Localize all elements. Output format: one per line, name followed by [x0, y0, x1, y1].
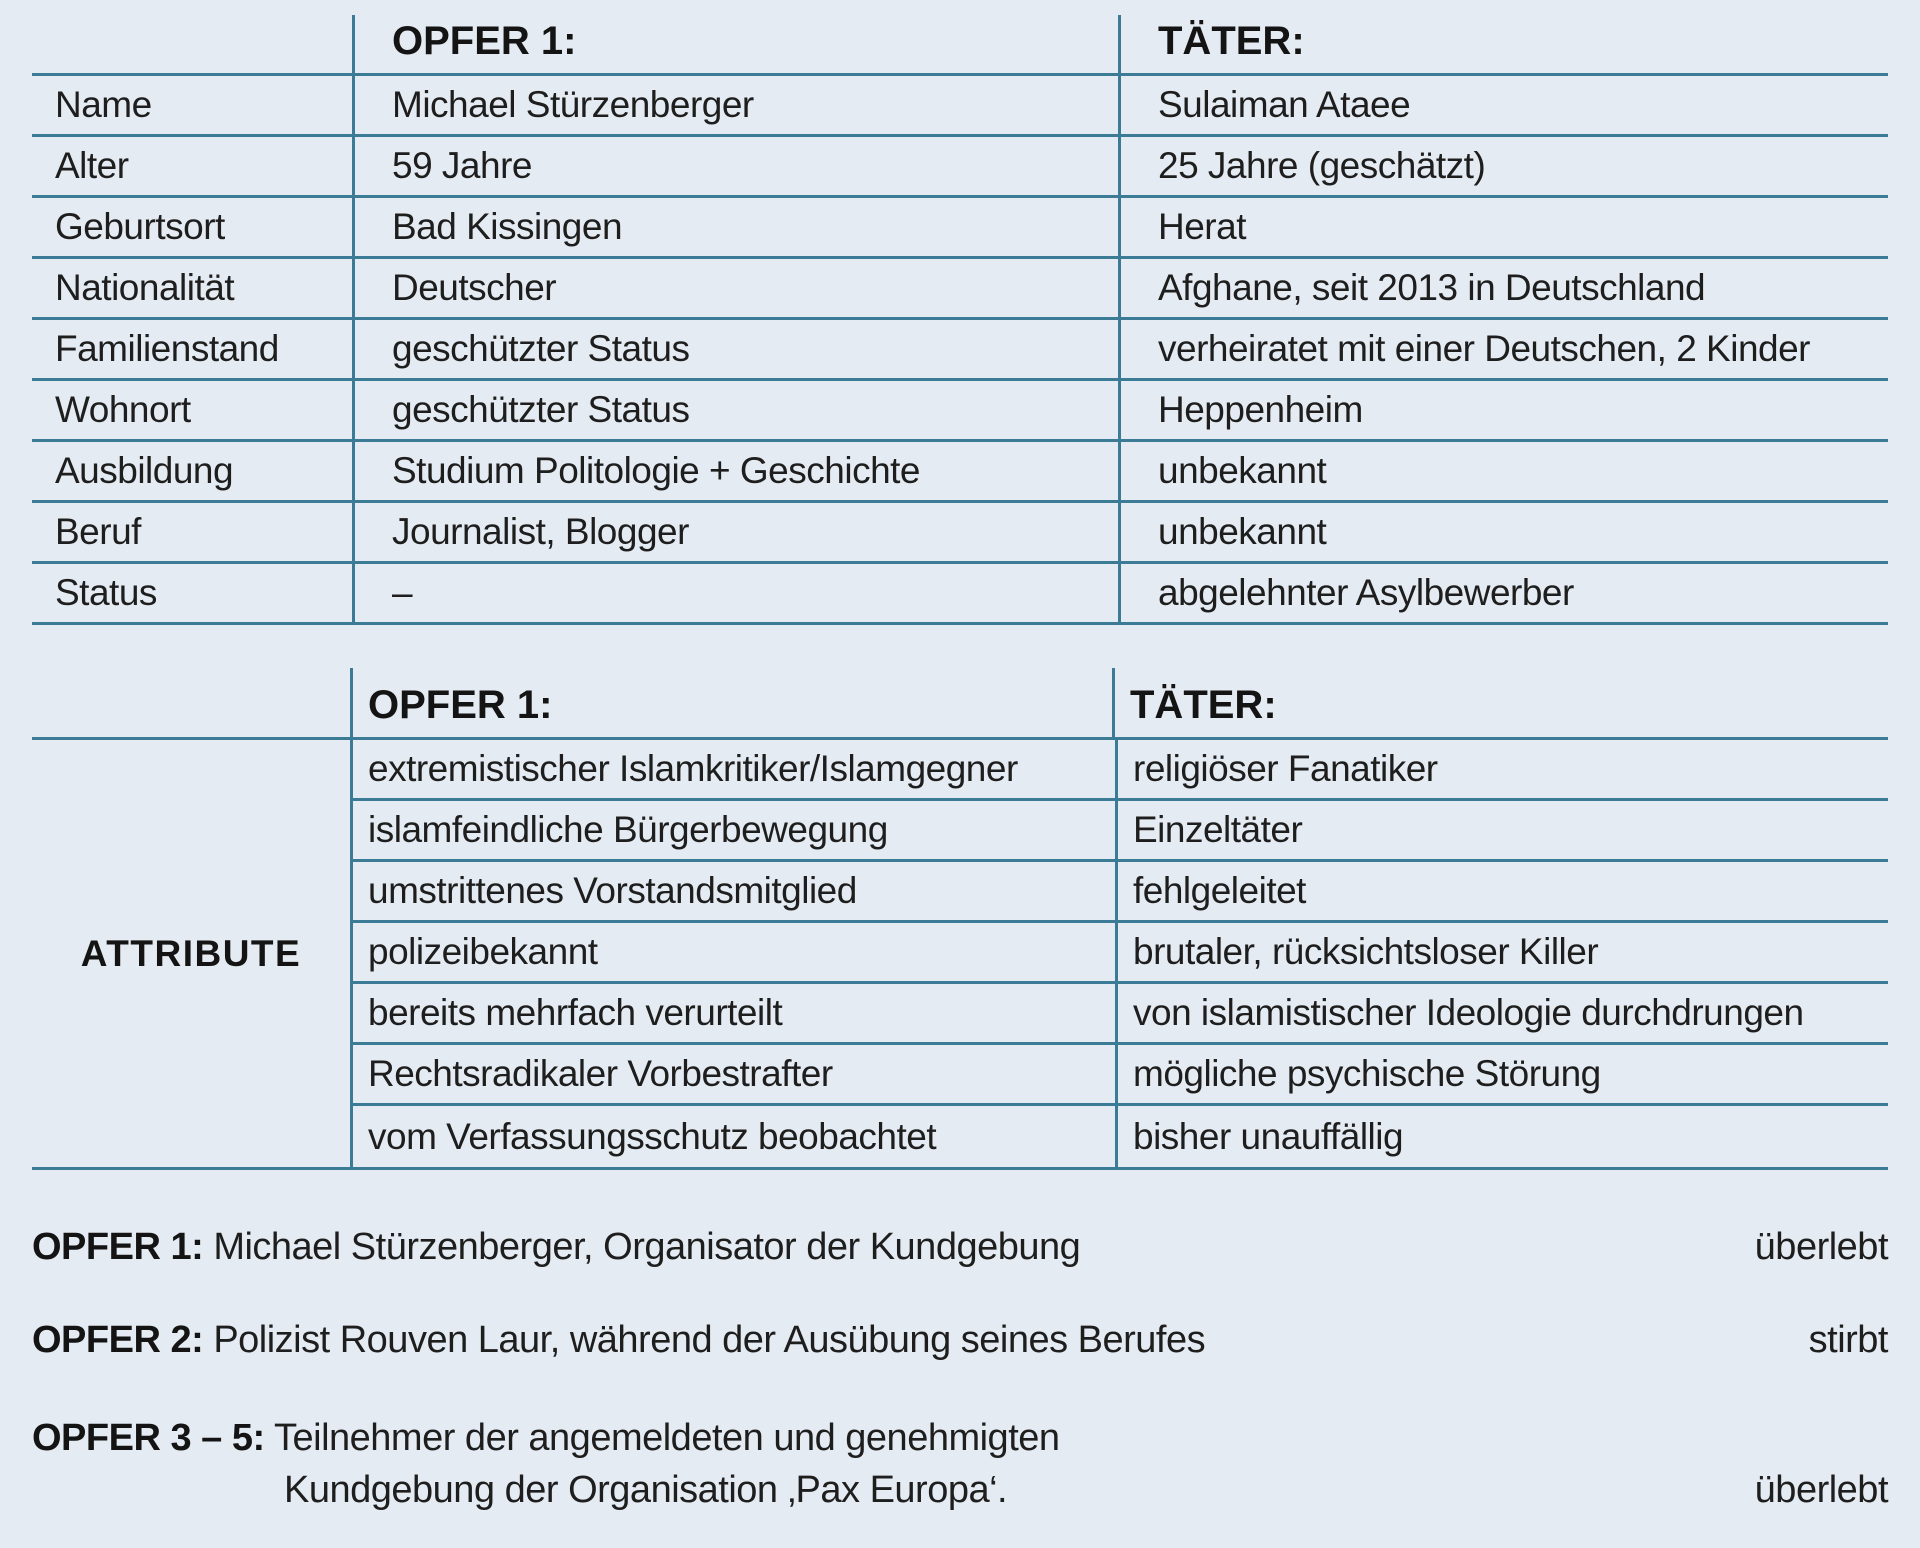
opfer-value: geschützter Status [352, 381, 1118, 439]
victim-description [32, 1316, 1205, 1364]
table-row [32, 564, 1888, 625]
opfer-attribute: vom Verfassungsschutz beobachtet [368, 1115, 937, 1157]
victim-outcome: überlebt [1754, 1226, 1888, 1268]
table-row [32, 381, 1888, 442]
table-row [350, 740, 1888, 801]
taeter-value: Heppenheim [1118, 381, 1888, 439]
taeter-value: abgelehnter Asylbewerber [1118, 564, 1888, 622]
opfer-attribute: bereits mehrfach verurteilt [368, 992, 783, 1033]
victim-description [32, 1223, 1080, 1271]
victim-description [32, 1412, 1060, 1516]
row-label: Geburtsort [55, 206, 225, 247]
taeter-attribute: brutaler, rücksichtsloser Killer [1115, 923, 1891, 981]
taeter-attribute: religiöser Fanatiker [1115, 740, 1891, 798]
victim-summary-line [32, 1223, 1888, 1271]
victim-label: OPFER 3 – 5: [32, 1417, 265, 1459]
table2-body [32, 740, 1888, 1170]
table2-header-empty [32, 668, 350, 737]
row-label: Ausbildung [55, 450, 234, 491]
taeter-attribute: von islamistischer Ideologie durchdrungen [1115, 984, 1891, 1042]
victim-label: OPFER 1: [32, 1226, 204, 1268]
table1-header-row [32, 15, 1888, 76]
row-label: Name [55, 84, 152, 125]
opfer-attribute: Rechtsradikaler Vorbestrafter [368, 1053, 833, 1094]
row-label: Beruf [55, 511, 141, 552]
victim-text: Polizist Rouven Laur, während der Ausübung seines Berufes [213, 1319, 1206, 1361]
personal-data-table [32, 15, 1888, 625]
victim-summary-line [32, 1316, 1888, 1364]
victim-text-line2: Kundgebung der Organisation ‚Pax Europa‘. [284, 1469, 1008, 1511]
table-row [32, 442, 1888, 503]
taeter-value: Sulaiman Ataee [1118, 76, 1888, 134]
opfer-value: – [352, 564, 1118, 622]
table-row [350, 1106, 1888, 1167]
table2-header-taeter: TÄTER: [1112, 668, 1888, 737]
victim-label: OPFER 2: [32, 1319, 204, 1361]
table-row [32, 198, 1888, 259]
table-row [350, 984, 1888, 1045]
victim-outcome: überlebt [1754, 1469, 1888, 1511]
table-row [350, 1045, 1888, 1106]
taeter-value: unbekannt [1118, 503, 1888, 561]
taeter-value: unbekannt [1118, 442, 1888, 500]
taeter-attribute: bisher unauffällig [1115, 1106, 1891, 1167]
opfer-attribute: umstrittenes Vorstandsmitglied [368, 870, 857, 911]
table-row [350, 801, 1888, 862]
table-row [350, 923, 1888, 984]
table-row [32, 137, 1888, 198]
table-row [32, 320, 1888, 381]
opfer-value: 59 Jahre [352, 137, 1118, 195]
opfer-value: Studium Politologie + Geschichte [352, 442, 1118, 500]
row-label: Wohnort [55, 389, 191, 430]
opfer-attribute: extremistischer Islamkritiker/Islamgegner [368, 748, 1018, 789]
row-label: Alter [55, 145, 129, 186]
row-label: Nationalität [55, 267, 235, 308]
table-row [32, 76, 1888, 137]
opfer-attribute: polizeibekannt [368, 931, 598, 972]
opfer-value: Journalist, Blogger [352, 503, 1118, 561]
table-row [32, 503, 1888, 564]
attributes-table [32, 668, 1888, 1170]
victim-text: Michael Stürzenberger, Organisator der Kundgebung [213, 1226, 1081, 1268]
taeter-value: verheiratet mit einer Deutschen, 2 Kinder [1118, 320, 1888, 378]
table2-header-row [32, 668, 1888, 740]
opfer-value: Deutscher [352, 259, 1118, 317]
row-label: Status [55, 572, 157, 613]
victim-summary-line [32, 1412, 1888, 1516]
victim-text: Teilnehmer der angemeldeten und genehmigten [274, 1417, 1060, 1459]
table-row [350, 862, 1888, 923]
opfer-value: geschützter Status [352, 320, 1118, 378]
table1-header-opfer: OPFER 1: [352, 15, 1118, 73]
victim-outcome: stirbt [1808, 1319, 1888, 1361]
row-label: Familienstand [55, 328, 279, 369]
taeter-value: 25 Jahre (geschätzt) [1118, 137, 1888, 195]
attributes-row-label: ATTRIBUTE [80, 932, 302, 974]
taeter-attribute: Einzeltäter [1115, 801, 1891, 859]
opfer-value: Michael Stürzenberger [352, 76, 1118, 134]
taeter-value: Afghane, seit 2013 in Deutschland [1118, 259, 1888, 317]
taeter-attribute: mögliche psychische Störung [1115, 1045, 1891, 1103]
table1-header-empty [32, 15, 352, 73]
table2-header-opfer: OPFER 1: [350, 668, 1112, 737]
opfer-value: Bad Kissingen [352, 198, 1118, 256]
table1-header-taeter: TÄTER: [1118, 15, 1888, 73]
table-row [32, 259, 1888, 320]
taeter-value: Herat [1118, 198, 1888, 256]
taeter-attribute: fehlgeleitet [1115, 862, 1891, 920]
opfer-attribute: islamfeindliche Bürgerbewegung [368, 809, 888, 850]
